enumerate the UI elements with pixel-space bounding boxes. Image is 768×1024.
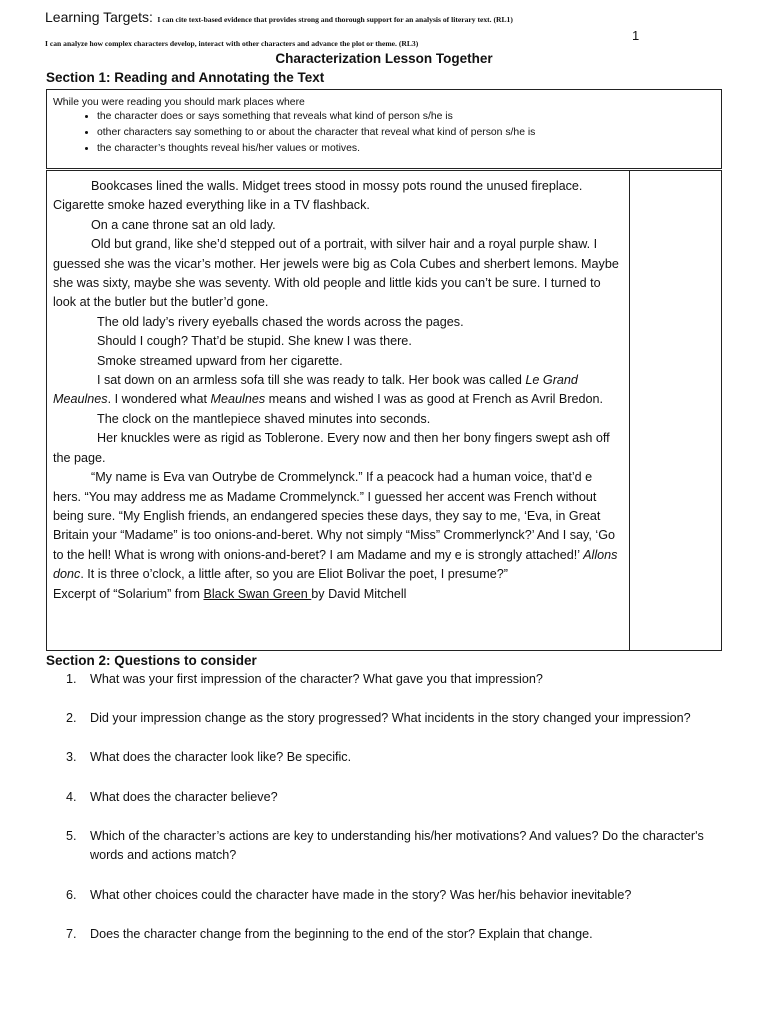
question-item	[66, 827, 706, 866]
annotation-bullet: • the character does or says something that reveals what kind of person s/he is	[97, 110, 715, 123]
excerpt-paragraph: On a cane throne sat an old lady.	[91, 217, 276, 232]
annotation-instructions-box	[46, 89, 722, 169]
excerpt-text: “My name is Eva van Outrybe de Crommelynck.” If a peacock had a human voice, that’d e hers. “You may address me as Madame Crommelynck.” I guessed her accent was French without being sure. “My English friends, an endangered species these days, they say to me, ‘Eva, in Great Britain your “Madame” is too onions-and-beret. Why not simply “Miss” Crommerlynck?’ And I say, ‘Go to the hell! What is wrong with onions-and-beret? I am Madame and my e is strongly attached!’	[53, 470, 616, 562]
question-list	[66, 670, 706, 944]
excerpt-text-cell	[47, 171, 630, 650]
excerpt-paragraph: Bookcases lined the walls. Midget trees stood in mossy pots round the unused fireplace. Cigarette smoke hazed everything like in a TV flashback.	[53, 179, 583, 213]
learning-target-1	[45, 9, 513, 27]
question-text: Did your impression change as the story progressed? What incidents in the story changed your impression?	[90, 711, 691, 726]
excerpt-paragraph: Smoke streamed upward from her cigarette.	[97, 353, 343, 368]
source-text: Excerpt of “Solarium” from	[53, 586, 204, 601]
excerpt-paragraph: Old but grand, like she’d stepped out of a portrait, with silver hair and a royal purple shaw. I guessed she was the vicar’s mother. Her jewels were big as Cola Cubes and sherbert lemons. Maybe she was sixty, maybe she was seventy. With old people and little kids you can’t be sure. I turned to look at the butler but the butler’d gone.	[53, 237, 619, 310]
excerpt-text: means and wished I was as good at French as Avril Bredon.	[265, 392, 604, 407]
notes-cell[interactable]	[630, 171, 721, 650]
question-number: 3.	[66, 750, 77, 765]
question-number: 5.	[66, 828, 77, 843]
excerpt-paragraph	[53, 468, 623, 584]
excerpt-text: . I wondered what	[107, 392, 211, 407]
question-number: 1.	[66, 672, 77, 686]
word-italic: Meaulnes	[210, 392, 266, 407]
annotation-bullet-list	[53, 110, 715, 155]
excerpt-paragraph: The old lady’s rivery eyeballs chased the words across the pages.	[97, 314, 464, 329]
question-item	[66, 925, 706, 945]
question-item	[66, 670, 706, 690]
question-text: Which of the character’s actions are key to understanding his/her motivations? And values? Do the character's words and actions match?	[90, 828, 704, 863]
question-item	[66, 748, 706, 768]
source-book-title: Black Swan Green	[203, 586, 312, 601]
phrase-italic: Allons donc	[53, 547, 618, 582]
question-text: What was your first impression of the character? What gave you that impression?	[90, 672, 543, 686]
question-text: What does the character look like? Be specific.	[90, 750, 352, 765]
learning-target-2-text: I can analyze how complex characters develop, interact with other characters and advance the plot or theme. (RL3)	[45, 39, 419, 48]
excerpt-paragraph: Should I cough? That’d be stupid. She knew I was there.	[97, 334, 412, 349]
question-text: What does the character believe?	[90, 789, 278, 804]
document-title: Characterization Lesson Together	[275, 51, 493, 66]
section-2-heading: Section 2: Questions to consider	[46, 653, 257, 668]
excerpt-text: . It is three o’clock, a little after, so you are Eliot Bolivar the poet, I presume?”	[80, 567, 509, 582]
source-author: by David Mitchell	[311, 586, 407, 601]
excerpt-paragraph: Her knuckles were as rigid as Toblerone. Every now and then her bony fingers swept ash off the page.	[53, 431, 610, 465]
question-item	[66, 788, 706, 808]
excerpt-paragraph	[53, 371, 623, 410]
annotation-bullet: • the character’s thoughts reveal his/her values or motives.	[97, 142, 715, 155]
learning-target-1-text: I can cite text-based evidence that provides strong and thorough support for an analysis of literary text. (RL1)	[157, 15, 513, 24]
excerpt-source	[53, 585, 623, 604]
question-text: What other choices could the character have made in the story? Was her/his behavior inevitable?	[90, 887, 632, 902]
excerpt-table	[46, 170, 722, 651]
book-title-italic: Le Grand Meaulnes	[53, 373, 578, 407]
question-number: 7.	[66, 926, 77, 941]
section-1-heading: Section 1: Reading and Annotating the Text	[46, 70, 325, 85]
question-item	[66, 709, 706, 729]
annotation-instructions: While you were reading you should mark places where	[53, 97, 305, 108]
excerpt-paragraph: The clock on the mantlepiece shaved minutes into seconds.	[97, 411, 431, 426]
question-number: 2.	[66, 711, 77, 726]
question-item	[66, 886, 706, 906]
learning-targets-label: Learning Targets:	[45, 9, 153, 25]
learning-target-2	[45, 33, 418, 51]
annotation-bullet: • other characters say something to or about the character that reveal what kind of person s/he is	[97, 126, 715, 139]
excerpt-text: I sat down on an armless sofa till she was ready to talk. Her book was called	[97, 373, 526, 388]
question-text: Does the character change from the beginning to the end of the stor? Explain that change.	[90, 926, 593, 941]
page-number: 1	[632, 28, 640, 43]
question-number: 4.	[66, 789, 77, 804]
question-number: 6.	[66, 887, 77, 902]
